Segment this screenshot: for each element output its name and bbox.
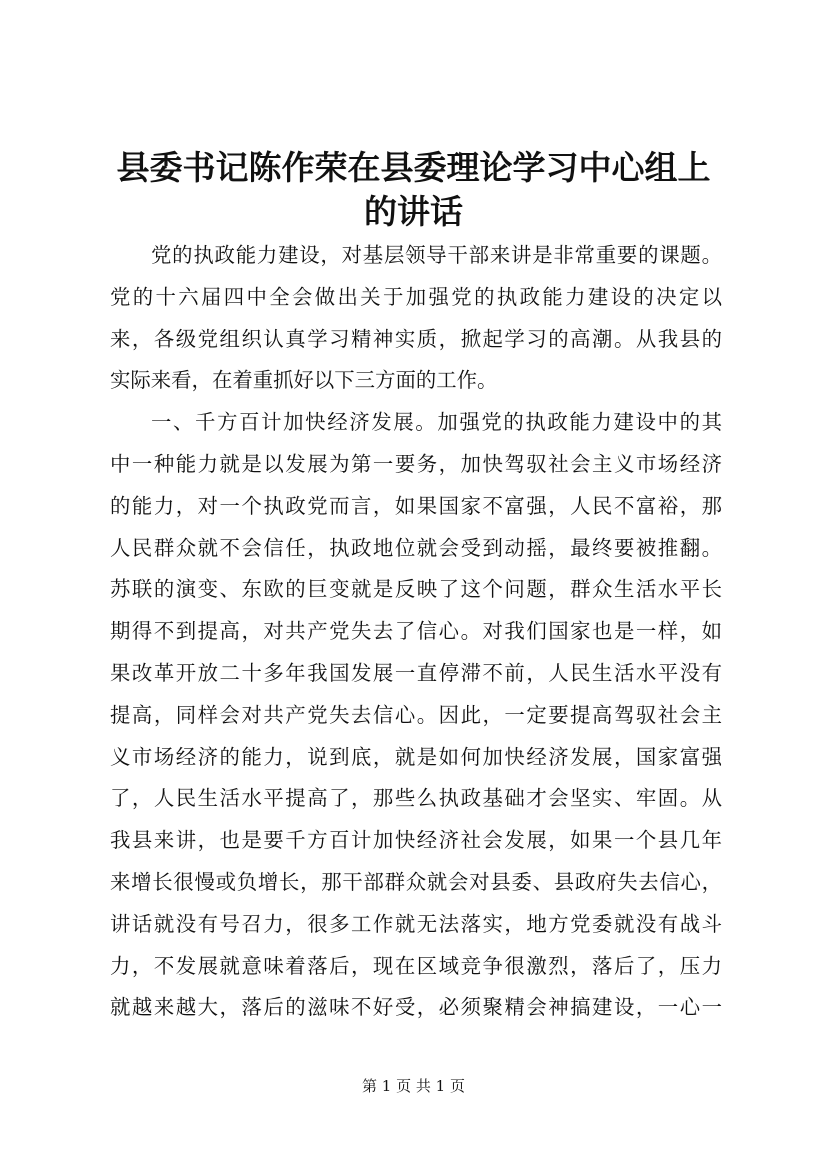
body-line: 苏联的演变、东欧的巨变就是反映了这个问题，群众生活水平长	[110, 577, 722, 602]
body-line: 党的执政能力建设，对基层领导干部来讲是非常重要的课题。	[151, 243, 722, 267]
document-title: 县委书记陈作荣在县委理论学习中心组上的讲话	[116, 148, 711, 231]
body-line: 的能力，对一个执政党而言，如果国家不富强，人民不富裕，那	[110, 493, 722, 518]
body-line: 来，各级党组织认真学习精神实质，掀起学习的高潮。从我县的	[110, 326, 722, 351]
body-line: 来增长很慢或负增长，那干部群众就会对县委、县政府失去信心，	[110, 869, 722, 894]
body-line: 就越来越大，落后的滋味不好受，必须聚精会神搞建设，一心一	[110, 995, 722, 1020]
page-footer: 第 1 页 共 1 页	[362, 1077, 465, 1095]
body-line: 党的十六届四中全会做出关于加强党的执政能力建设的决定以	[110, 284, 722, 309]
body-line: 讲话就没有号召力，很多工作就无法落实，地方党委就没有战斗	[110, 911, 722, 936]
document-body	[110, 235, 722, 1029]
body-line: 中一种能力就是以发展为第一要务，加快驾驭社会主义市场经济	[110, 451, 722, 476]
body-line: 一、千方百计加快经济发展。加强党的执政能力建设中的其	[151, 410, 722, 435]
body-line: 人民群众就不会信任，执政地位就会受到动摇，最终要被推翻。	[110, 535, 722, 560]
body-line: 了，人民生活水平提高了，那些么执政基础才会坚实、牢固。从	[110, 786, 722, 811]
body-line: 实际来看，在着重抓好以下三方面的工作。	[110, 368, 498, 393]
body-line: 力，不发展就意味着落后，现在区域竞争很激烈，落后了，压力	[110, 953, 722, 978]
body-line: 义市场经济的能力，说到底，就是如何加快经济发展，国家富强	[110, 744, 722, 769]
body-line: 提高，同样会对共产党失去信心。因此，一定要提高驾驭社会主	[110, 702, 722, 727]
body-line: 我县来讲，也是要千方百计加快经济社会发展，如果一个县几年	[110, 828, 722, 853]
body-line: 果改革开放二十多年我国发展一直停滞不前，人民生活水平没有	[110, 660, 722, 685]
body-line: 期得不到提高，对共产党失去了信心。对我们国家也是一样，如	[110, 619, 722, 644]
